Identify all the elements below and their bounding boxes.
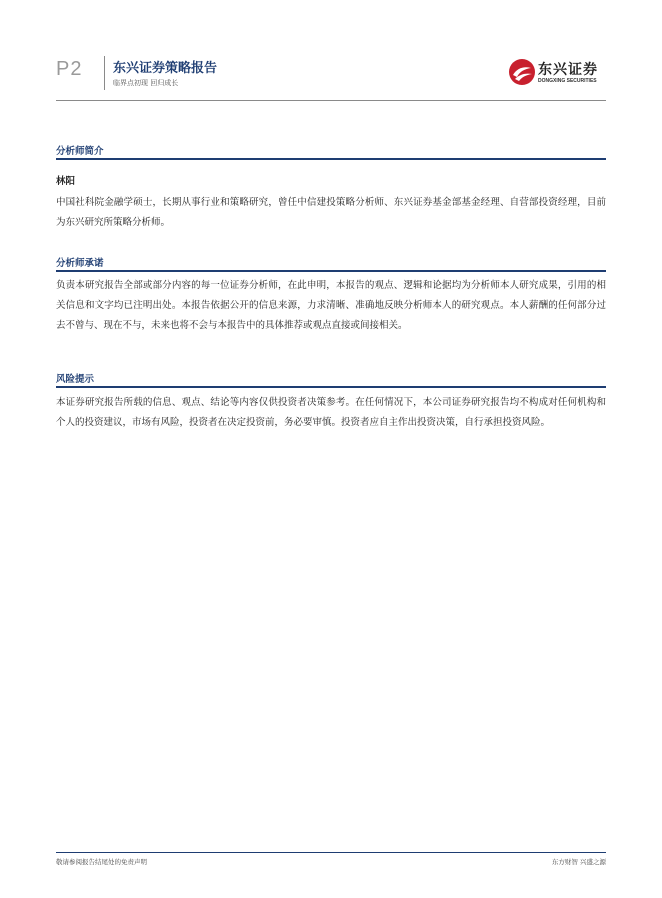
section-heading: 分析师简介 <box>56 146 104 157</box>
section-heading: 分析师承诺 <box>56 258 104 269</box>
logo-name-en: DONGXING SECURITIES <box>538 78 597 84</box>
page-header <box>0 0 662 100</box>
page-number: P2 <box>56 58 83 80</box>
analyst-commitment-text: 负责本研究报告全部或部分内容的每一位证券分析师，在此申明，本报告的观点、逻辑和论据均为分析师本人研究成果，引用的相关信息和文字均已注明出处。本报告依据公开的信息来源，力求清晰、准确地反映分析师本人的研究观点。本人薪酬的任何部分过去不曾与、现在不与，未来也将不会与本报告中的具体推荐或观点直接或间接相关。 <box>56 280 606 331</box>
section-risk-notice-heading <box>56 371 606 389</box>
section-heading: 风险提示 <box>56 374 95 385</box>
company-logo <box>508 56 608 90</box>
footer-slogan: 东方财智 兴盛之源 <box>551 858 606 866</box>
section-analyst-commitment-heading <box>56 255 606 273</box>
section-rule <box>56 386 606 388</box>
footer-rule <box>56 852 606 853</box>
report-subtitle: 临界点初现 回归成长 <box>113 79 179 87</box>
section-rule <box>56 270 606 272</box>
footer-disclaimer-note: 敬请参阅报告结尾处的免责声明 <box>56 858 147 866</box>
report-title: 东兴证券策略报告 <box>113 61 218 76</box>
header-rule <box>56 100 606 101</box>
analyst-name: 林阳 <box>56 176 76 187</box>
analyst-bio: 中国社科院金融学硕士，长期从事行业和策略研究，曾任中信建投策略分析师、东兴证券基金部基金经理、自营部投资经理，目前为东兴研究所策略分析师。 <box>56 197 606 228</box>
section-analyst-intro-heading <box>56 143 606 161</box>
logo-name-cn: 东兴证券 <box>538 62 598 78</box>
dongxing-logo-icon <box>508 58 536 86</box>
section-rule <box>56 158 606 160</box>
header-divider <box>104 56 105 90</box>
risk-notice-text: 本证券研究报告所载的信息、观点、结论等内容仅供投资者决策参考。在任何情况下，本公司证券研究报告均不构成对任何机构和个人的投资建议，市场有风险，投资者在决定投资前，务必要审慎。投资者应自主作出投资决策，自行承担投资风险。 <box>56 397 606 428</box>
